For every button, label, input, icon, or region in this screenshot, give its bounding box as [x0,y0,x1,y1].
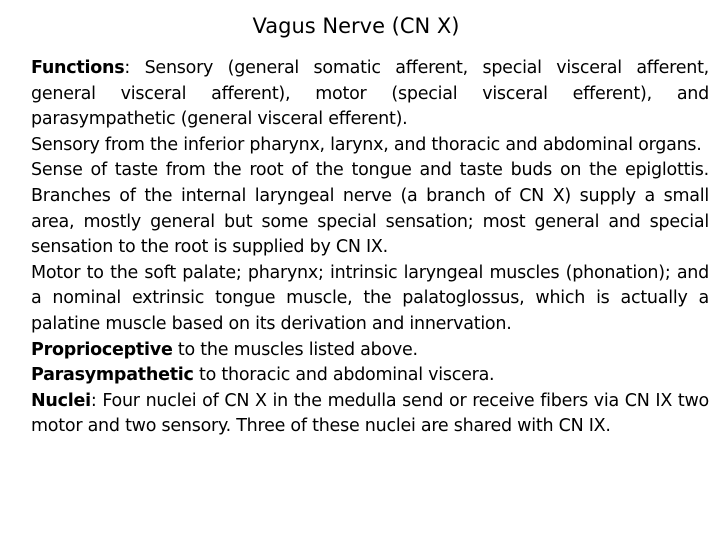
slide-body [31,56,709,440]
paragraph-text: to thoracic and abdominal viscera. [193,365,495,386]
paragraph-lead: Proprioceptive [31,339,173,360]
paragraph-lead: Functions [31,58,125,78]
paragraph-text: Sensory from the inferior pharynx, larynx, and thoracic and abdominal organs. [31,134,702,155]
paragraph-functions [31,56,709,133]
paragraph-motor [31,261,709,338]
paragraph-taste [31,158,709,260]
paragraph-nuclei [31,389,709,440]
paragraph-proprioceptive [31,338,709,364]
paragraph-lead: Nuclei [31,390,91,411]
paragraph-text: Sense of taste from the root of the tongue and taste buds on the epiglottis. Branches of the internal laryngeal nerve (a branch of CN X) supply a small area, mostly general but some special sensation; most general and special sensation to the root is supplied by CN IX. [31,160,709,258]
paragraph-text: to the muscles listed above. [172,339,418,360]
paragraph-text: : Four nuclei of CN X in the medulla send or receive fibers via CN IX two motor and two sensory. Three of these nuclei are shared with CN IX. [31,390,709,437]
paragraph-parasympathetic [31,363,709,389]
paragraph-text: Motor to the soft palate; pharynx; intrinsic laryngeal muscles (phonation); and a nominal extrinsic tongue muscle, the palatoglossus, which is actually a palatine muscle based on its derivation and innervation. [31,262,709,334]
paragraph-lead: Parasympathetic [31,365,194,386]
paragraph-sensory [31,133,709,159]
slide-title: Vagus Nerve (CN X) [252,14,460,38]
paragraph-text: : Sensory (general somatic afferent, special visceral afferent, general visceral afferent), motor (special visceral efferent), and parasympathetic (general visceral efferent). [31,58,709,130]
